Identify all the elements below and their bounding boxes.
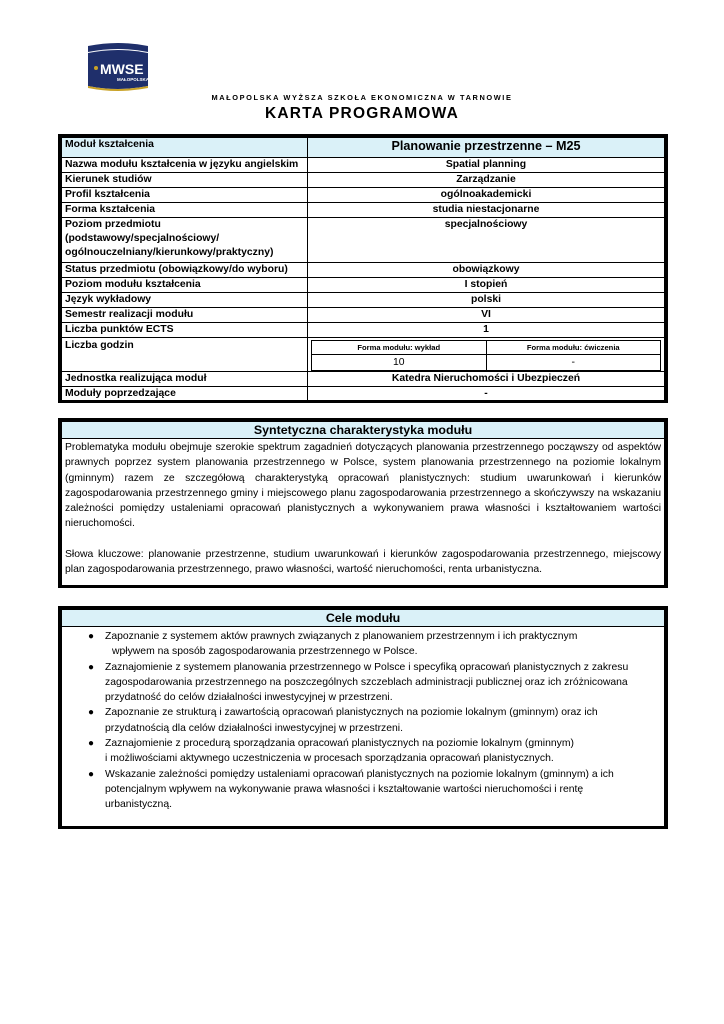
row-label: Kierunek studiów (62, 173, 308, 188)
goal-line: Zapoznanie z systemem aktów prawnych związanych z planowaniem przestrzennym i ich praktycznym (105, 631, 578, 642)
bullet-icon: ● (88, 661, 95, 673)
hours-breakdown (311, 340, 661, 371)
row-value: Zarządzanie (308, 173, 665, 188)
row-label: Semestr realizacji modułu (62, 308, 308, 323)
module-label: Moduł kształcenia (62, 138, 308, 158)
hours-cell (308, 338, 665, 372)
level-label-line: (podstawowy/specjalnościowy/ (65, 233, 220, 244)
row-label: Język wykładowy (62, 293, 308, 308)
synthetic-keywords: Słowa kluczowe: planowanie przestrzenne, studium uwarunkowań i kierunków zagospodarowania przestrzennego, miejscowy plan zagospodarowania przestrzennego, prawo własności, wartość nieruchomości, renta urbanistyczna. (65, 548, 661, 576)
row-label: Jednostka realizująca moduł (62, 372, 308, 387)
logo-text: MWSE (100, 61, 144, 77)
table-row (62, 338, 665, 372)
level-label (62, 218, 308, 263)
document-title: KARTA PROGRAMOWA (265, 105, 459, 122)
bullet-icon: ● (88, 707, 95, 719)
goals-title: Cele modułu (61, 609, 665, 627)
row-value: obowiązkowy (308, 263, 665, 278)
goal-line: przydatnością dla celów działalności inwestycyjnej w przestrzeni. (105, 722, 403, 734)
goals-section (58, 606, 668, 829)
row-value: I stopień (308, 278, 665, 293)
list-item (90, 629, 656, 660)
bullet-icon: ● (88, 738, 95, 750)
goal-line: wpływem na sposób zagospodarowania przestrzennego w Polsce. (112, 646, 418, 658)
table-row (62, 387, 665, 402)
university-name: MAŁOPOLSKA WYŻSZA SZKOŁA EKONOMICZNA W TARNOWIE (211, 93, 513, 102)
module-value: Planowanie przestrzenne – M25 (308, 138, 665, 158)
table-row (62, 293, 665, 308)
list-item (90, 736, 656, 767)
table-row (62, 138, 665, 158)
list-item (90, 705, 656, 736)
goal-line: przydatność do celów działalności inwestycyjnej w przestrzeni. (105, 692, 393, 704)
table-row (62, 203, 665, 218)
table-row (62, 278, 665, 293)
row-value: polski (308, 293, 665, 308)
row-label: Nazwa modułu kształcenia w języku angielskim (62, 158, 308, 173)
module-info-box (58, 134, 668, 403)
level-value: specjalnościowy (308, 218, 665, 263)
list-item (90, 767, 656, 813)
table-row (62, 218, 665, 263)
synthetic-title: Syntetyczna charakterystyka modułu (61, 421, 665, 439)
synthetic-body (61, 439, 665, 587)
goal-line: urbanistyczną. (105, 799, 172, 811)
row-value: ogólnoakademicki (308, 188, 665, 203)
university-logo (86, 42, 150, 92)
bullet-icon: ● (88, 631, 95, 642)
row-label: Moduły poprzedzające (62, 387, 308, 402)
bullet-icon: ● (88, 768, 95, 780)
logo-subtext: MAŁOPOLSKA (117, 77, 149, 82)
table-row (62, 323, 665, 338)
list-item (90, 660, 656, 706)
level-label-line: ogólnouczelniany/kierunkowy/praktyczny) (65, 247, 274, 258)
row-value: Spatial planning (308, 158, 665, 173)
goal-line: i możliwościami aktywnego uczestniczenia w procesach sporządzania opracowań planistycznych. (105, 753, 554, 765)
lecture-hours: 10 (392, 357, 405, 368)
row-value: studia niestacjonarne (308, 203, 665, 218)
hours-label: Liczba godzin (62, 338, 308, 372)
module-info-table (61, 137, 665, 402)
row-label: Profil kształcenia (62, 188, 308, 203)
row-value: Katedra Nieruchomości i Ubezpieczeń (308, 372, 665, 387)
row-label: Forma kształcenia (62, 203, 308, 218)
table-row (62, 188, 665, 203)
exercise-column (486, 341, 661, 370)
goal-line: Zapoznanie ze strukturą i zawartością opracowań planistycznych na poziomie lokalnym (gminnym) oraz ich (105, 707, 598, 719)
exercise-hours: - (571, 357, 575, 368)
goals-list (62, 627, 664, 819)
goal-line: Wskazanie zależności pomiędzy ustaleniami opracowań planistycznych na poziomie lokalnym (gminnym) a ich (105, 768, 614, 780)
lecture-header: Forma modułu: wykład (312, 341, 486, 355)
table-row (62, 173, 665, 188)
row-label: Poziom modułu kształcenia (62, 278, 308, 293)
goal-line: potencjalnym wpływem na wykonywanie prawa własności i kształtowanie wartości nieruchomości i rentę (105, 783, 584, 795)
row-value: - (308, 387, 665, 402)
row-value: VI (308, 308, 665, 323)
synthetic-paragraph: Problematyka modułu obejmuje szerokie spektrum zagadnień dotyczących planowania przestrzennego począwszy od aspektów prawnych poprzez system planowania przestrzennego w Polsce, system planowania przestrzennego na poziomie lokalnym (gminnym) razem ze szczegółową charakterystyką opracowań planistycznych: studium uwarunkowań i kierunków zagospodarowania przestrzennego gminy i miejscowego planu zagospodarowania przestrzennego a skończywszy na wskazaniu zależności pomiędzy ustaleniami opracowań planistycznych a wykonywaniem prawa własności i kształtowaniem wartości nieruchomości. (65, 442, 661, 530)
synthetic-section (58, 418, 668, 588)
goal-line: zagospodarowania przestrzennego na poszczególnych szczeblach administracji publicznej oraz ich zróżnicowana (105, 676, 628, 688)
row-label: Liczba punktów ECTS (62, 323, 308, 338)
table-row (62, 372, 665, 387)
row-value: 1 (308, 323, 665, 338)
exercise-header: Forma modułu: ćwiczenia (487, 341, 661, 355)
goal-line: Zaznajomienie z systemem planowania przestrzennego w Polsce i specyfiką opracowań planistycznych z zakresu (105, 661, 629, 673)
table-row (62, 263, 665, 278)
level-label-line: Poziom przedmiotu (65, 219, 161, 230)
goals-body (61, 627, 665, 828)
lecture-column (312, 341, 486, 370)
table-row (62, 158, 665, 173)
row-label: Status przedmiotu (obowiązkowy/do wyboru) (62, 263, 308, 278)
goal-line: Zaznajomienie z procedurą sporządzania opracowań planistycznych na poziomie lokalnym (gminnym) (105, 738, 574, 750)
table-row (62, 308, 665, 323)
